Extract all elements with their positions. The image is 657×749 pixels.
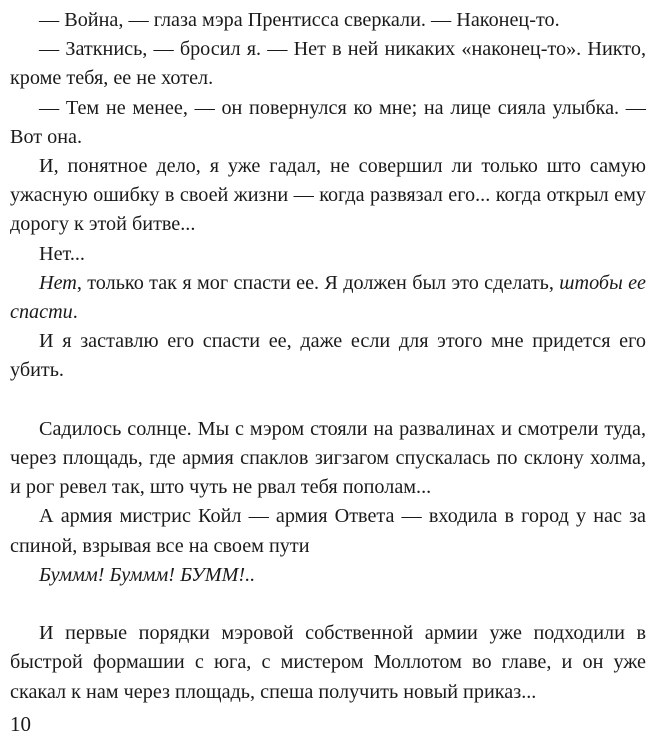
page-number: 10: [10, 712, 31, 736]
paragraph: [10, 94, 646, 152]
paragraph: [10, 269, 646, 327]
text-run: — Тем не менее, — он повернулся ко мне; на лице сияла улыбка. — Вот она.: [10, 96, 646, 148]
text-run: — Война, — глаза мэра Прентисса сверкали. — Наконец-то.: [39, 9, 560, 31]
text-run: И я заставлю его спасти ее, даже если для этого мне придется его убить.: [10, 330, 646, 382]
text-run: — Заткнись, — бросил я. — Нет в ней никаких «наконец-то». Никто, кроме тебя, ее не хотел.: [10, 38, 646, 90]
paragraph: [10, 152, 646, 240]
text-run: .: [72, 301, 78, 324]
italic-text-run: Нет: [39, 271, 77, 294]
text-run: А армия мистрис Койл — армия Ответа — входила в город у нас за спиной, взрывая все на своем пути: [10, 505, 646, 557]
paragraph: [10, 6, 646, 35]
paragraph: [10, 619, 646, 707]
book-page-text: [10, 6, 646, 707]
paragraph: [10, 240, 646, 269]
italic-text-run: Буммм! Буммм! БУММ!..: [39, 563, 256, 586]
text-run: , только так я мог спасти ее. Я должен был это сделать,: [76, 271, 560, 294]
text-run: Нет...: [39, 242, 85, 265]
text-run: Садилось солнце. Мы с мэром стояли на развалинах и смотрели туда, через площадь, где армия спаклов зигзагом спускалась по склону холма, и рог ревел так, што чуть не рвал тебя пополам...: [10, 417, 646, 499]
paragraph: [10, 415, 646, 503]
paragraph: [10, 502, 646, 560]
paragraph: [10, 35, 646, 93]
text-run: И, понятное дело, я уже гадал, не совершил ли только што самую ужасную ошибку в своей жизни — когда развязал его... когда открыл ему дорогу к этой битве...: [10, 155, 646, 236]
italic-text-run: штобы ее спасти: [10, 271, 647, 324]
section-break: [10, 386, 646, 415]
section-break: [10, 590, 646, 619]
paragraph: [10, 327, 646, 385]
text-run: И первые порядки мэровой собственной армии уже подходили в быстрой формашии с юга, с мистером Моллотом во главе, и он уже скакал к нам через площадь, спеша получить новый приказ...: [10, 622, 646, 703]
paragraph: [10, 561, 646, 590]
